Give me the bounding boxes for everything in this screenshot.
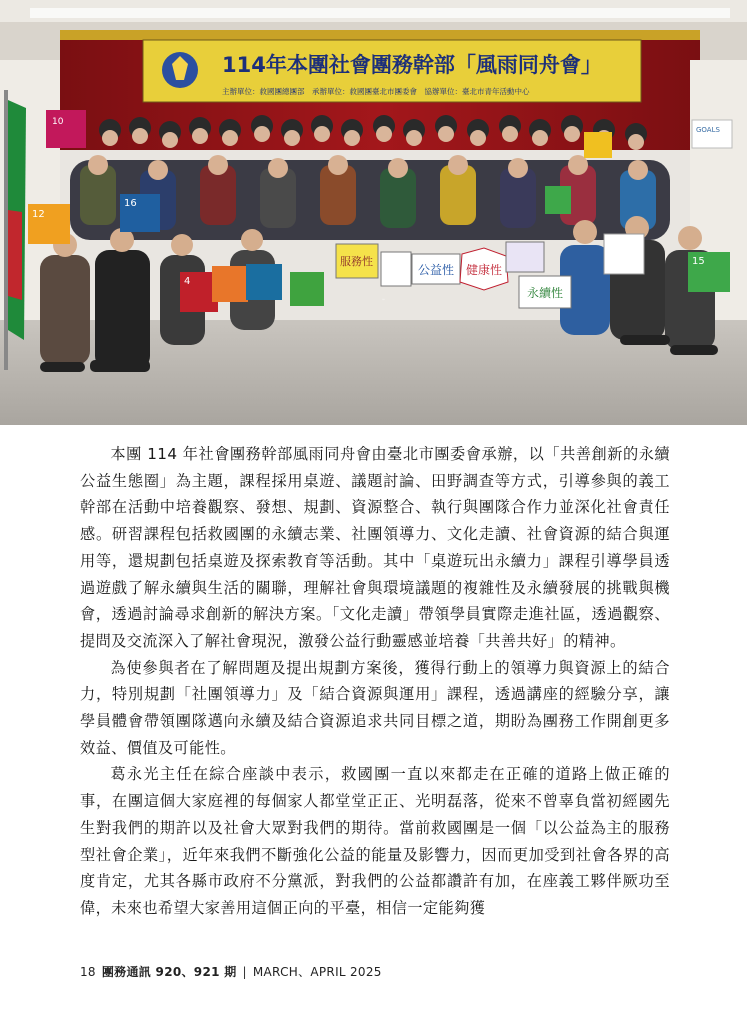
goals-board	[692, 120, 732, 148]
svg-text:健康性: 健康性	[466, 263, 503, 277]
goals-board-label: GOALS	[696, 126, 720, 134]
svg-text:永續性: 永續性	[382, 300, 385, 301]
page-footer	[80, 963, 382, 980]
svg-text:永續性: 永續性	[527, 286, 564, 300]
issue-date: MARCH、APRIL 2025	[252, 965, 382, 979]
svg-text:12: 12	[32, 209, 45, 220]
svg-text:16: 16	[124, 198, 137, 209]
svg-text:15: 15	[692, 256, 705, 267]
page-number: 18	[80, 964, 96, 979]
group-photo	[0, 0, 747, 425]
svg-text:4: 4	[184, 276, 191, 287]
sdg-sign-left-number: 10	[52, 117, 64, 127]
svg-text:公益性: 公益性	[418, 263, 455, 277]
publication-name: 團務通訊 920、921 期	[101, 965, 237, 979]
footer-separator: |	[242, 964, 247, 979]
group-photo-illustration	[0, 0, 747, 425]
paragraph-2: 為使參與者在了解問題及提出規劃方案後，獲得行動上的領導力與資源上的結合力，特別規劃「社團領導力」及「結合資源與運用」課程，透過講座的經驗分享，讓學員體會帶領團隊邁向永續及結合資源追求共同目標之道，期盼為團務工作開創更多效益、價值及可能性。	[80, 658, 670, 757]
paragraph-1: 本團 114 年社會團務幹部風雨同舟會由臺北市團委會承辦，以「共善創新的永續公益生態圈」為主題，課程採用桌遊、議題討論、田野調查等方式，引導參與的義工幹部在活動中培養觀察、發想、規劃、資源整合、執行與團隊合作力並深化社會責任感。研習課程包括救國團的永續志業、社團領導力、文化走讀、社會資源的結合與運用等，還規劃包括桌遊及探索教育等活動。其中「桌遊玩出永續力」課程引導學員透過遊戲了解永續與生活的關聯，理解社會與環境議題的複雜性及永續發展的挑戰與機會，透過討論尋求創新的解決方案。「文化走讀」帶領學員實際走進社區，透過觀察、提問及交流深入了解社會現況，激發公益行動靈感並培養「共善共好」的精神。	[80, 445, 670, 650]
banner-title: 114年本團社會團務幹部「風雨同舟會」	[222, 53, 602, 77]
sdg-sign-left	[46, 110, 86, 148]
svg-text:服務性: 服務性	[340, 255, 373, 268]
banner-subtitle: 主辦單位：救國團總團部 承辦單位：救國團臺北市團委會 協辦單位：臺北市青年活動中心	[222, 87, 530, 96]
article-body	[80, 441, 670, 922]
sign-sustainability	[381, 252, 411, 286]
paragraph-3: 葛永光主任在綜合座談中表示，救國團一直以來都走在正確的道路上做正確的事，在團這個大家庭裡的每個家人都堂堂正正、光明磊落，從來不曾辜負當初經國先生對我們的期許以及社會大眾對我們的期待。當前救國團是一個「以公益為主的服務型社會企業」，近年來我們不斷強化公益的能量及影響力，因而更加受到社會各界的高度肯定，尤其各縣市政府不分黨派，對我們的公益都讚許有加，在座義工夥伴厥功至偉，未來也希望大家善用這個正向的平臺，相信一定能夠獲	[80, 765, 670, 917]
